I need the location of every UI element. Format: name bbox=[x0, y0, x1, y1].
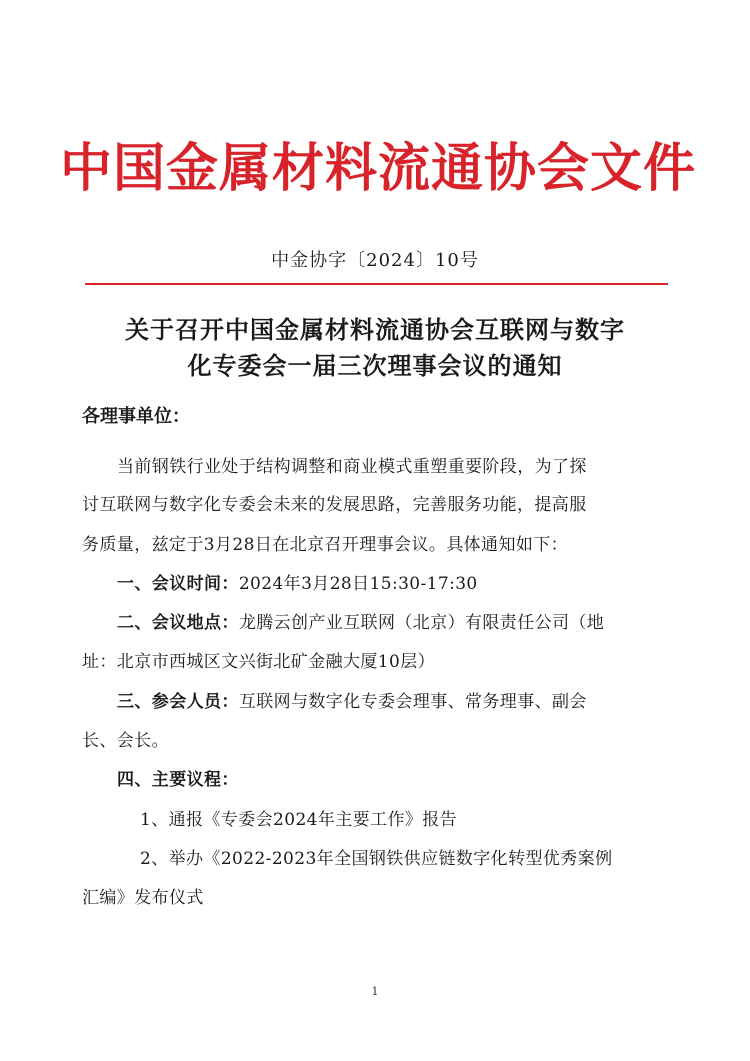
item-meeting-time-label: 一、会议时间： bbox=[117, 574, 239, 594]
notice-title-line-1: 关于召开中国金属材料流通协会互联网与数字 bbox=[125, 316, 625, 344]
item-meeting-location-label: 二、会议地点： bbox=[117, 613, 239, 633]
red-divider bbox=[85, 283, 668, 285]
intro-line-1: 当前钢铁行业处于结构调整和商业模式重塑重要阶段，为了探 bbox=[117, 457, 587, 477]
agenda-item-2-cont: 汇编》发布仪式 bbox=[82, 888, 204, 908]
salutation: 各理事单位： bbox=[82, 406, 190, 427]
agenda-item-2: 2、举办《2022-2023年全国钢铁供应链数字化转型优秀案例 bbox=[140, 849, 613, 869]
document-number: 中金协字〔2024〕10号 bbox=[271, 250, 479, 271]
item-attendees-cont: 长、会长。 bbox=[82, 731, 169, 751]
item-agenda-label: 四、主要议程： bbox=[117, 770, 239, 790]
item-attendees-label: 三、参会人员： bbox=[117, 692, 239, 712]
notice-title-line-2: 化专委会一届三次理事会议的通知 bbox=[187, 352, 563, 380]
item-meeting-time bbox=[117, 572, 478, 596]
item-attendees bbox=[117, 690, 587, 714]
masthead-title: 中国金属材料流通协会文件 bbox=[60, 139, 697, 199]
item-meeting-location bbox=[117, 611, 604, 635]
item-meeting-time-value: 2024年3月28日15:30-17:30 bbox=[238, 574, 478, 594]
intro-line-2: 讨互联网与数字化专委会未来的发展思路，完善服务功能，提高服 bbox=[82, 495, 587, 515]
notice-title bbox=[60, 312, 690, 384]
item-meeting-location-cont: 址：北京市西城区文兴街北矿金融大厦10层） bbox=[82, 652, 436, 672]
agenda-item-1: 1、通报《专委会2024年主要工作》报告 bbox=[140, 810, 458, 830]
item-meeting-location-value: 龙腾云创产业互联网（北京）有限责任公司（地 bbox=[238, 613, 605, 633]
item-attendees-value: 互联网与数字化专委会理事、常务理事、副会 bbox=[238, 692, 587, 712]
page-number: 1 bbox=[371, 985, 379, 998]
intro-line-3: 务质量，兹定于3月28日在北京召开理事会议。具体通知如下： bbox=[82, 535, 569, 555]
